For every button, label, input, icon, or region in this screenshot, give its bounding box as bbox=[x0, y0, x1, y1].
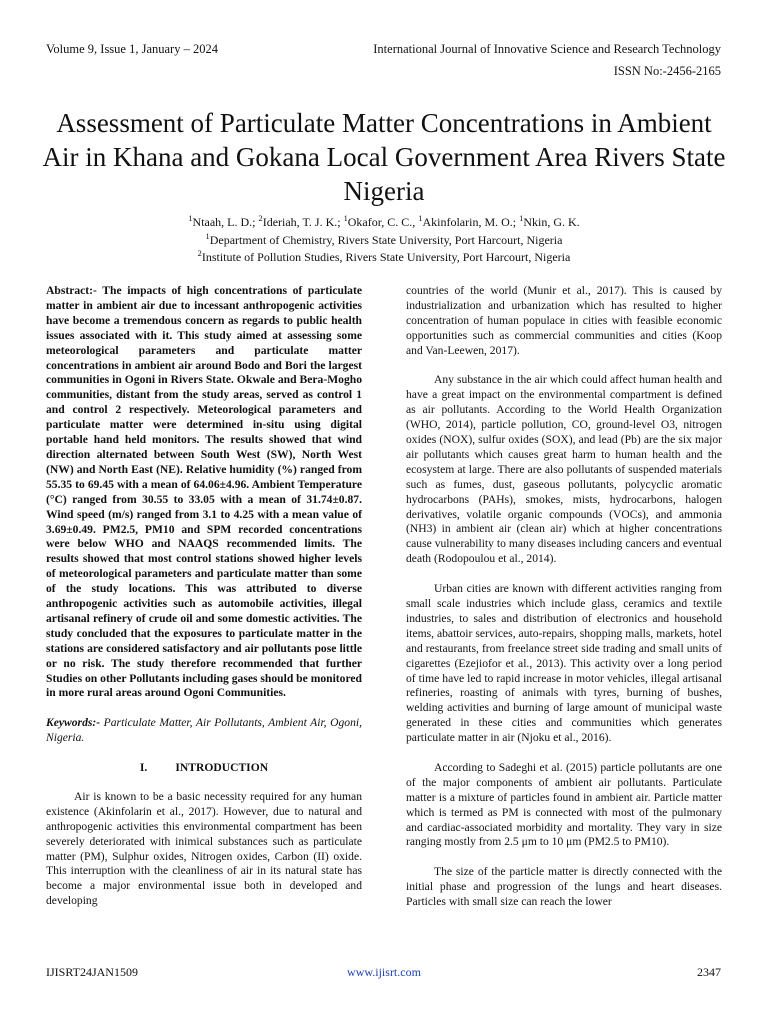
paragraph-continued: countries of the world (Munir et al., 2017). This is caused by industrialization and urbanization which has resulted to higher concentration of human populace in cities with feasible economic opportunities such as commercial communities and cities (Koop and Van-Leewen, 2017). bbox=[406, 284, 722, 357]
author-list: $^1$Ntaah, L. D.; $^2$Ideriah, T. J. K.; $^1$Okafor, C. C., $^1$Akinfolarin, M. O.; $^1$Nkin, G. K. bbox=[188, 214, 580, 229]
affiliation-1: $^1$Department of Chemistry, Rivers State University, Port Harcourt, Nigeria bbox=[205, 231, 563, 247]
header-issn: ISSN No:-2456-2165 bbox=[613, 64, 721, 78]
footer-website-link[interactable]: www.ijisrt.com bbox=[347, 965, 421, 979]
paragraph-particles: According to Sadeghi et al. (2015) particle pollutants are one of the major components of ambient air pollutants. Particulate matter is a mixture of particles found in ambient air. Particle matter which is termed as PM is connected with most of the pulmonary and cardiac-associated morbidity and mortality. They vary in size ranging mostly from 2.5 μm to 10 μm (PM2.5 to PM10). bbox=[406, 760, 722, 849]
section-heading: I. INTRODUCTION bbox=[139, 760, 269, 774]
header-journal: International Journal of Innovative Science and Research Technology bbox=[373, 42, 721, 56]
paragraph-urban: Urban cities are known with different activities ranging from small scale industries which include glass, ceramics and textile industries, to sales and distribution of electronics and household items, abattoir services, auto-repairs, shopping malls, markets, hotel and restaurants, from freelance street side trading and small units of cigarettes (Ezejiofor et al., 2013). This activity over a long period of time have led to rapid increase in motor vehicles, illegal artisanal refineries, roasting of animals with tyres, burning of bushes, welding activities and burning of large amount of municipal waste generated in these cities and communities which generates particulate matter in air (Njoku et al., 2016). bbox=[406, 582, 722, 745]
paper-title: Assessment of Particulate Matter Concentrations in Ambient Air in Khana and Gokana Local Government Area Rivers State Nigeria bbox=[42, 108, 726, 207]
paragraph-size: The size of the particle matter is directly connected with the initial phase and progression of the lungs and heart diseases. Particles with small size can reach the lower bbox=[406, 865, 722, 909]
header-volume: Volume 9, Issue 1, January – 2024 bbox=[46, 42, 218, 56]
page-number: 2347 bbox=[697, 965, 721, 979]
left-column bbox=[46, 284, 362, 924]
paragraph-pollutants: Any substance in the air which could affect human health and have a great impact on the environmental compartment is defined as air pollutants. According to the World Health Organization (WHO, 2014), particle pollution, CO, ground-level O3, nitrogen oxides (NOX), sulfur oxides (SOX), and lead (Pb) are the six major air pollutants which causes great harm to human health and the ecosystem at large. There are also pollutants of suspended materials such as fumes, dust, gaseous pollutants, polycyclic aromatic hydrocarbons (PAHs), smokes, mists, hydrocarbons, halogen derivatives, volatile organic compounds (VOCs), and ammonia (NH3) in ambient air (clean air) which at higher concentrations cause vulnerability to many diseases including cancers and eventual death (Rodopoulou et al., 2014). bbox=[406, 373, 722, 566]
affiliation-2: $^2$Institute of Pollution Studies, Rivers State University, Port Harcourt, Nigeria bbox=[197, 249, 571, 264]
right-column bbox=[406, 284, 722, 925]
author-block bbox=[40, 212, 728, 265]
abstract: Abstract:- The impacts of high concentrations of particulate matter in ambient air due to incessant anthropogenic activities have become a tremendous concern as regards to public health issues associated with it. This study aimed at assessing some meteorological parameters and particulate matter concentrations in ambient air around Bodo and Bori the largest communities in Ogoni in Rivers State. Okwale and Bera-Mogho communities, distant from the study areas, served as control 1 and control 2 respectively. Meteorological parameters and particulate matter were determined in-situ using digital portable hand held monitors. The results showed that wind direction alternated between South West (SW), North West (NW) and North East (NE). Relative humidity (%) ranged from 55.35 to 69.45 with a mean of 64.06±4.96. Ambient Temperature (°C) ranged from 30.55 to 33.05 with a mean of 31.74±0.87. Wind speed (m/s) ranged from 3.1 to 4.25 with a mean value of 3.69±0.49. PM2.5, PM10 and SPM recorded concentrations were below WHO and NAAQS recommended limits. The results showed that most control stations showed higher levels of meteorological parameters and particulate matter than some of the study locations. This was attributed to diverse anthropogenic activities such as automobile activities, illegal artisanal refinery of crude oil and some domestic activities. The study concluded that the exposures to particulate matter in the stations are considered satisfactory and air pollutants pose little or no risk. The study therefore recommended that further Studies on other Pollutants including gases should be monitored in more rural areas around Ogoni Communities. bbox=[46, 284, 362, 700]
footer-paper-id: IJISRT24JAN1509 bbox=[46, 965, 138, 979]
intro-paragraph: Air is known to be a basic necessity required for any human existence (Akinfolarin et al., 2017). However, due to natural and anthropogenic activities this environmental compartment has been severely deteriorated with inimical substances such as particulate matter (PM), Sulphur oxides, Nitrogen oxides, Carbon (II) oxide. This interruption with the cleanliness of air in its natural state has become a major environmental issue both in developed and developing bbox=[46, 789, 362, 908]
keywords: Keywords:- Particulate Matter, Air Pollutants, Ambient Air, Ogoni, Nigeria. bbox=[46, 716, 362, 745]
